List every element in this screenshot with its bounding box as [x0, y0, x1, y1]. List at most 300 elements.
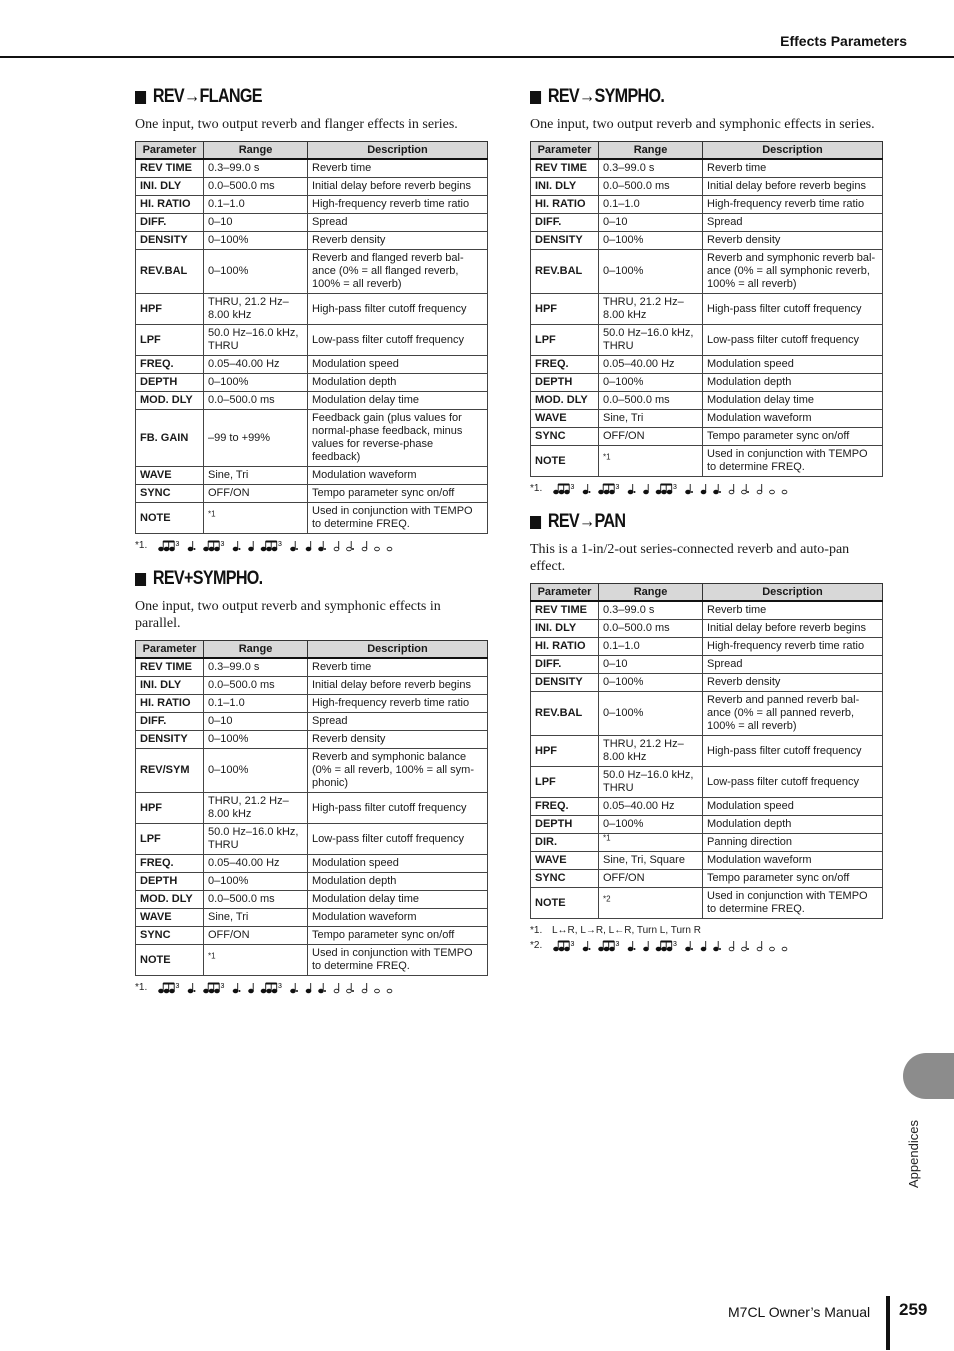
range-cell: 0.05–40.00 Hz — [599, 798, 703, 816]
section-rev-to-pan — [530, 511, 882, 952]
section-rev-flange — [135, 86, 487, 552]
description-cell: Reverb density — [308, 232, 488, 250]
range-cell: 0–100% — [599, 816, 703, 834]
description-cell: Modulation waveform — [308, 467, 488, 485]
description-cell: Tempo parameter sync on/off — [703, 428, 883, 446]
description-cell: High-pass filter cutoff frequency — [308, 294, 488, 325]
description-cell: Reverb density — [308, 731, 488, 749]
table-row — [531, 638, 883, 656]
table-row — [136, 214, 488, 232]
running-header: Effects Parameters — [780, 33, 907, 49]
parameter-cell: FREQ. — [531, 798, 599, 816]
parameter-cell: WAVE — [531, 410, 599, 428]
range-cell: 0–100% — [599, 250, 703, 294]
range-cell: THRU, 21.2 Hz–8.00 kHz — [599, 736, 703, 767]
table-row — [531, 888, 883, 919]
parameter-cell: NOTE — [531, 888, 599, 919]
description-cell: High-frequency reverb time ratio — [308, 695, 488, 713]
range-cell: 50.0 Hz–16.0 kHz, THRU — [599, 767, 703, 798]
description-cell: Low-pass filter cutoff frequency — [703, 767, 883, 798]
footer-bar — [886, 1296, 890, 1350]
table-row — [136, 824, 488, 855]
parameter-cell: SYNC — [136, 485, 204, 503]
table-row — [531, 798, 883, 816]
description-cell: Initial delay before reverb begins — [703, 178, 883, 196]
footnote — [530, 924, 882, 937]
parameter-cell: SYNC — [531, 428, 599, 446]
table-row — [531, 232, 883, 250]
svg-text:3: 3 — [673, 483, 677, 491]
parameter-cell: REV TIME — [531, 601, 599, 620]
range-cell: 50.0 Hz–16.0 kHz, THRU — [204, 824, 308, 855]
parameter-cell: DENSITY — [531, 674, 599, 692]
left-column — [135, 86, 487, 1010]
table-row — [531, 325, 883, 356]
range-cell: OFF/ON — [599, 870, 703, 888]
section-description: This is a 1-in/2-out series-connected reverb and auto-pan effect. — [530, 542, 850, 574]
table-row — [531, 834, 883, 852]
description-cell: Modulation speed — [308, 356, 488, 374]
table-row — [136, 793, 488, 824]
footnote-ref: *1 — [208, 508, 216, 518]
parameter-cell: REV.BAL — [531, 250, 599, 294]
table-row — [531, 767, 883, 798]
table-row — [136, 503, 488, 534]
range-cell: 0–100% — [204, 873, 308, 891]
range-cell: 0.0–500.0 ms — [599, 178, 703, 196]
parameter-cell: LPF — [531, 767, 599, 798]
table-row — [136, 159, 488, 178]
table-row — [136, 855, 488, 873]
description-cell: Low-pass filter cutoff frequency — [308, 824, 488, 855]
table-row — [531, 196, 883, 214]
description-cell: High-pass filter cutoff frequency — [703, 736, 883, 767]
section-bullet-icon — [530, 91, 541, 104]
svg-text:3: 3 — [278, 982, 282, 990]
header-description: Description — [308, 641, 488, 659]
description-cell: Tempo parameter sync on/off — [703, 870, 883, 888]
range-cell — [599, 446, 703, 477]
range-cell: 0.1–1.0 — [599, 638, 703, 656]
svg-text:3: 3 — [570, 940, 575, 948]
table-row — [136, 374, 488, 392]
table-row — [531, 692, 883, 736]
table-row — [531, 294, 883, 325]
range-cell: –99 to +99% — [204, 410, 308, 467]
section-description: One input, two output reverb and symphonic effects in series. — [530, 117, 875, 132]
parameter-cell: DEPTH — [136, 374, 204, 392]
section-title — [530, 86, 829, 108]
section-title-text: REV→SYMPHO. — [547, 86, 665, 107]
header-description: Description — [308, 142, 488, 160]
table-row — [531, 214, 883, 232]
footnote-mark: *1. — [530, 925, 543, 936]
range-cell — [204, 503, 308, 534]
range-cell: 0.3–99.0 s — [599, 601, 703, 620]
section-description: One input, two output reverb and symphonic effects in parallel. — [135, 599, 441, 631]
section-title-text: REV→FLANGE — [152, 86, 262, 107]
table-row — [531, 374, 883, 392]
description-cell: Modulation waveform — [703, 852, 883, 870]
footnote-mark: *1. — [530, 483, 543, 494]
table-row — [531, 816, 883, 834]
range-cell: 0.0–500.0 ms — [599, 392, 703, 410]
range-cell: Sine, Tri — [204, 909, 308, 927]
parameter-cell: MOD. DLY — [531, 392, 599, 410]
parameter-cell: NOTE — [136, 503, 204, 534]
table-row — [136, 356, 488, 374]
description-cell: Modulation speed — [308, 855, 488, 873]
table-header-row — [531, 142, 883, 160]
range-cell: 0.05–40.00 Hz — [599, 356, 703, 374]
description-cell: Modulation waveform — [308, 909, 488, 927]
description-cell: Modulation depth — [308, 873, 488, 891]
description-cell: Reverb time — [703, 159, 883, 178]
range-cell: 0–100% — [204, 731, 308, 749]
range-cell: 0.05–40.00 Hz — [204, 356, 308, 374]
range-cell: 0–100% — [599, 674, 703, 692]
range-cell: 0–100% — [204, 749, 308, 793]
footnote-ref: *1 — [208, 950, 216, 960]
description-cell: Modulation depth — [703, 816, 883, 834]
description-cell: Used in conjunction with TEMPO to determine FREQ. — [703, 888, 883, 919]
description-cell: Modulation depth — [703, 374, 883, 392]
parameter-cell: SYNC — [136, 927, 204, 945]
table-row — [136, 909, 488, 927]
footnote-ref: *1 — [603, 833, 611, 843]
parameter-cell: INI. DLY — [531, 620, 599, 638]
note-values-graphic — [552, 483, 820, 495]
parameter-cell: LPF — [136, 824, 204, 855]
table-row — [136, 731, 488, 749]
range-cell: 0.0–500.0 ms — [204, 392, 308, 410]
section-bullet-icon — [135, 91, 146, 104]
parameter-cell: REV TIME — [136, 159, 204, 178]
table-row — [531, 674, 883, 692]
description-cell: Initial delay before reverb begins — [703, 620, 883, 638]
range-cell: 50.0 Hz–16.0 kHz, THRU — [204, 325, 308, 356]
range-cell: 0–10 — [599, 214, 703, 232]
table-row — [136, 677, 488, 695]
range-cell: 0.0–500.0 ms — [599, 620, 703, 638]
section-description: One input, two output reverb and flanger effects in series. — [135, 117, 458, 132]
parameter-cell: REV.BAL — [531, 692, 599, 736]
range-cell: 0.0–500.0 ms — [204, 677, 308, 695]
table-row — [136, 695, 488, 713]
description-cell: Spread — [703, 214, 883, 232]
note-values-graphic — [157, 540, 425, 552]
section-bullet-icon — [530, 516, 541, 529]
description-cell: Reverb and flanged reverb bal-ance (0% = all flanged reverb, 100% = all reverb) — [308, 250, 488, 294]
range-cell: 0.0–500.0 ms — [204, 891, 308, 909]
parameter-cell: DEPTH — [531, 816, 599, 834]
section-title-text: REV+SYMPHO. — [152, 568, 263, 589]
table-row — [531, 446, 883, 477]
range-cell — [599, 888, 703, 919]
parameter-cell: INI. DLY — [136, 677, 204, 695]
description-cell: Feedback gain (plus values for normal-phase feedback, minus values for reverse-phase feedback) — [308, 410, 488, 467]
description-cell: Modulation delay time — [308, 392, 488, 410]
svg-text:3: 3 — [175, 540, 180, 548]
table-header-row — [136, 641, 488, 659]
description-cell: Tempo parameter sync on/off — [308, 927, 488, 945]
description-cell: Spread — [308, 214, 488, 232]
range-cell: 0.1–1.0 — [204, 196, 308, 214]
table-row — [531, 870, 883, 888]
svg-text:3: 3 — [220, 982, 225, 990]
description-cell: Reverb and symphonic reverb bal-ance (0% = all symphonic reverb, 100% = all reverb) — [703, 250, 883, 294]
svg-text:3: 3 — [615, 483, 620, 491]
section-title — [135, 86, 434, 108]
parameter-cell: MOD. DLY — [136, 891, 204, 909]
table-row — [531, 392, 883, 410]
table-row — [531, 601, 883, 620]
range-cell: 0.1–1.0 — [599, 196, 703, 214]
appendices-tab-label: Appendices — [906, 1120, 921, 1188]
parameter-cell: DENSITY — [531, 232, 599, 250]
table-row — [531, 356, 883, 374]
header-range: Range — [204, 142, 308, 160]
parameter-cell: HI. RATIO — [531, 196, 599, 214]
description-cell: Modulation speed — [703, 798, 883, 816]
description-cell: Reverb time — [308, 159, 488, 178]
description-cell: Reverb density — [703, 674, 883, 692]
section-title — [135, 568, 434, 590]
parameter-cell: SYNC — [531, 870, 599, 888]
table-row — [136, 485, 488, 503]
parameter-cell: LPF — [531, 325, 599, 356]
range-cell: 0.0–500.0 ms — [204, 178, 308, 196]
parameter-cell: FREQ. — [531, 356, 599, 374]
svg-text:3: 3 — [278, 540, 282, 548]
description-cell: Reverb time — [703, 601, 883, 620]
header-range: Range — [599, 142, 703, 160]
table-header-row — [136, 142, 488, 160]
footnote-ref: *1 — [603, 451, 611, 461]
parameter-cell: DEPTH — [136, 873, 204, 891]
parameter-cell: REV TIME — [531, 159, 599, 178]
header-range: Range — [599, 584, 703, 602]
range-cell: 0.3–99.0 s — [204, 159, 308, 178]
description-cell: Tempo parameter sync on/off — [308, 485, 488, 503]
range-cell: OFF/ON — [204, 927, 308, 945]
section-title-text: REV→PAN — [547, 511, 626, 532]
footnote-ref: *2 — [603, 893, 611, 903]
range-cell: 0–100% — [204, 250, 308, 294]
header-parameter: Parameter — [136, 641, 204, 659]
range-cell — [204, 945, 308, 976]
range-cell: 0–100% — [599, 374, 703, 392]
header-parameter: Parameter — [531, 142, 599, 160]
range-cell: 0–10 — [204, 214, 308, 232]
table-row — [531, 852, 883, 870]
parameter-cell: DIR. — [531, 834, 599, 852]
table-row — [531, 410, 883, 428]
parameter-cell: DENSITY — [136, 232, 204, 250]
parameter-cell: REV/SYM — [136, 749, 204, 793]
description-cell: High-frequency reverb time ratio — [308, 196, 488, 214]
table-row — [136, 294, 488, 325]
description-cell: High-frequency reverb time ratio — [703, 638, 883, 656]
parameter-cell: INI. DLY — [136, 178, 204, 196]
parameter-cell: DIFF. — [136, 214, 204, 232]
table-row — [531, 428, 883, 446]
description-cell: Modulation delay time — [308, 891, 488, 909]
footer-manual-title: M7CL Owner’s Manual — [728, 1304, 871, 1320]
parameter-cell: MOD. DLY — [136, 392, 204, 410]
header-description: Description — [703, 584, 883, 602]
range-cell: Sine, Tri, Square — [599, 852, 703, 870]
description-cell: Reverb and symphonic balance (0% = all reverb, 100% = all sym-phonic) — [308, 749, 488, 793]
header-parameter: Parameter — [136, 142, 204, 160]
parameter-table — [530, 141, 883, 477]
header-rule — [0, 56, 954, 58]
parameter-cell: FREQ. — [136, 855, 204, 873]
parameter-cell: HPF — [136, 793, 204, 824]
description-cell: Spread — [703, 656, 883, 674]
table-row — [136, 392, 488, 410]
section-title — [530, 511, 829, 533]
note-values-graphic — [552, 940, 820, 952]
description-cell: Modulation speed — [703, 356, 883, 374]
table-row — [136, 196, 488, 214]
description-cell: Reverb density — [703, 232, 883, 250]
footnote — [135, 539, 487, 552]
range-cell: Sine, Tri — [204, 467, 308, 485]
parameter-cell: INI. DLY — [531, 178, 599, 196]
parameter-cell: HI. RATIO — [136, 695, 204, 713]
section-bullet-icon — [135, 573, 146, 586]
description-cell: Reverb and panned reverb bal-ance (0% = all panned reverb, 100% = all reverb) — [703, 692, 883, 736]
parameter-cell: NOTE — [136, 945, 204, 976]
table-row — [136, 410, 488, 467]
table-header-row — [531, 584, 883, 602]
table-row — [136, 325, 488, 356]
parameter-cell: DIFF. — [531, 656, 599, 674]
range-cell: THRU, 21.2 Hz–8.00 kHz — [204, 294, 308, 325]
table-row — [136, 713, 488, 731]
table-row — [136, 467, 488, 485]
table-row — [531, 250, 883, 294]
parameter-cell: HPF — [531, 294, 599, 325]
section-rev-to-sympho — [530, 86, 882, 495]
parameter-cell: DENSITY — [136, 731, 204, 749]
footnote-text: L↔R, L→R, L←R, Turn L, Turn R — [552, 925, 701, 936]
range-cell: Sine, Tri — [599, 410, 703, 428]
note-values-icon — [552, 483, 820, 495]
description-cell: Modulation waveform — [703, 410, 883, 428]
table-row — [531, 178, 883, 196]
description-cell: Modulation depth — [308, 374, 488, 392]
table-row — [136, 658, 488, 677]
table-row — [136, 945, 488, 976]
range-cell: 0–100% — [204, 232, 308, 250]
table-row — [136, 927, 488, 945]
svg-text:3: 3 — [570, 483, 575, 491]
note-values-graphic — [157, 982, 425, 994]
parameter-table — [530, 583, 883, 919]
range-cell: 0.05–40.00 Hz — [204, 855, 308, 873]
range-cell: THRU, 21.2 Hz–8.00 kHz — [204, 793, 308, 824]
description-cell: Modulation delay time — [703, 392, 883, 410]
description-cell: Initial delay before reverb begins — [308, 178, 488, 196]
range-cell: 0–100% — [599, 692, 703, 736]
svg-text:3: 3 — [220, 540, 225, 548]
parameter-cell: HPF — [531, 736, 599, 767]
page-number: 259 — [899, 1300, 928, 1319]
description-cell: Spread — [308, 713, 488, 731]
description-cell: High-pass filter cutoff frequency — [703, 294, 883, 325]
footnote-mark: *1. — [135, 982, 148, 993]
description-cell: High-frequency reverb time ratio — [703, 196, 883, 214]
table-row — [136, 232, 488, 250]
range-cell: 0–100% — [204, 374, 308, 392]
range-cell: 0–10 — [599, 656, 703, 674]
parameter-cell: HI. RATIO — [531, 638, 599, 656]
header-range: Range — [204, 641, 308, 659]
table-row — [136, 250, 488, 294]
range-cell: 50.0 Hz–16.0 kHz, THRU — [599, 325, 703, 356]
right-column — [530, 86, 882, 968]
range-cell: 0–10 — [204, 713, 308, 731]
footnote — [530, 939, 882, 952]
footnote — [135, 981, 487, 994]
parameter-cell: WAVE — [136, 467, 204, 485]
description-cell: Panning direction — [703, 834, 883, 852]
section-rev-plus-sympho — [135, 568, 487, 994]
parameter-cell: HI. RATIO — [136, 196, 204, 214]
table-row — [136, 891, 488, 909]
note-values-icon — [552, 940, 820, 952]
range-cell — [599, 834, 703, 852]
description-cell: Reverb time — [308, 658, 488, 677]
table-row — [136, 873, 488, 891]
svg-text:3: 3 — [615, 940, 620, 948]
parameter-cell: WAVE — [136, 909, 204, 927]
parameter-cell: WAVE — [531, 852, 599, 870]
parameter-cell: DIFF. — [136, 713, 204, 731]
footnote — [530, 482, 882, 495]
note-values-icon — [157, 982, 425, 994]
parameter-cell: DEPTH — [531, 374, 599, 392]
table-row — [531, 159, 883, 178]
parameter-cell: FB. GAIN — [136, 410, 204, 467]
parameter-cell: REV.BAL — [136, 250, 204, 294]
parameter-cell: HPF — [136, 294, 204, 325]
description-cell: Used in conjunction with TEMPO to determine FREQ. — [703, 446, 883, 477]
range-cell: 0–100% — [599, 232, 703, 250]
parameter-cell: FREQ. — [136, 356, 204, 374]
table-row — [531, 656, 883, 674]
table-row — [136, 749, 488, 793]
description-cell: Low-pass filter cutoff frequency — [308, 325, 488, 356]
parameter-table — [135, 640, 488, 976]
parameter-cell: DIFF. — [531, 214, 599, 232]
parameter-table — [135, 141, 488, 534]
header-description: Description — [703, 142, 883, 160]
description-cell: Initial delay before reverb begins — [308, 677, 488, 695]
table-row — [136, 178, 488, 196]
svg-text:3: 3 — [673, 940, 677, 948]
description-cell: Used in conjunction with TEMPO to determine FREQ. — [308, 503, 488, 534]
description-cell: High-pass filter cutoff frequency — [308, 793, 488, 824]
parameter-cell: NOTE — [531, 446, 599, 477]
header-parameter: Parameter — [531, 584, 599, 602]
table-row — [531, 736, 883, 767]
range-cell: 0.3–99.0 s — [599, 159, 703, 178]
footnote-mark: *1. — [135, 540, 148, 551]
svg-text:3: 3 — [175, 982, 180, 990]
